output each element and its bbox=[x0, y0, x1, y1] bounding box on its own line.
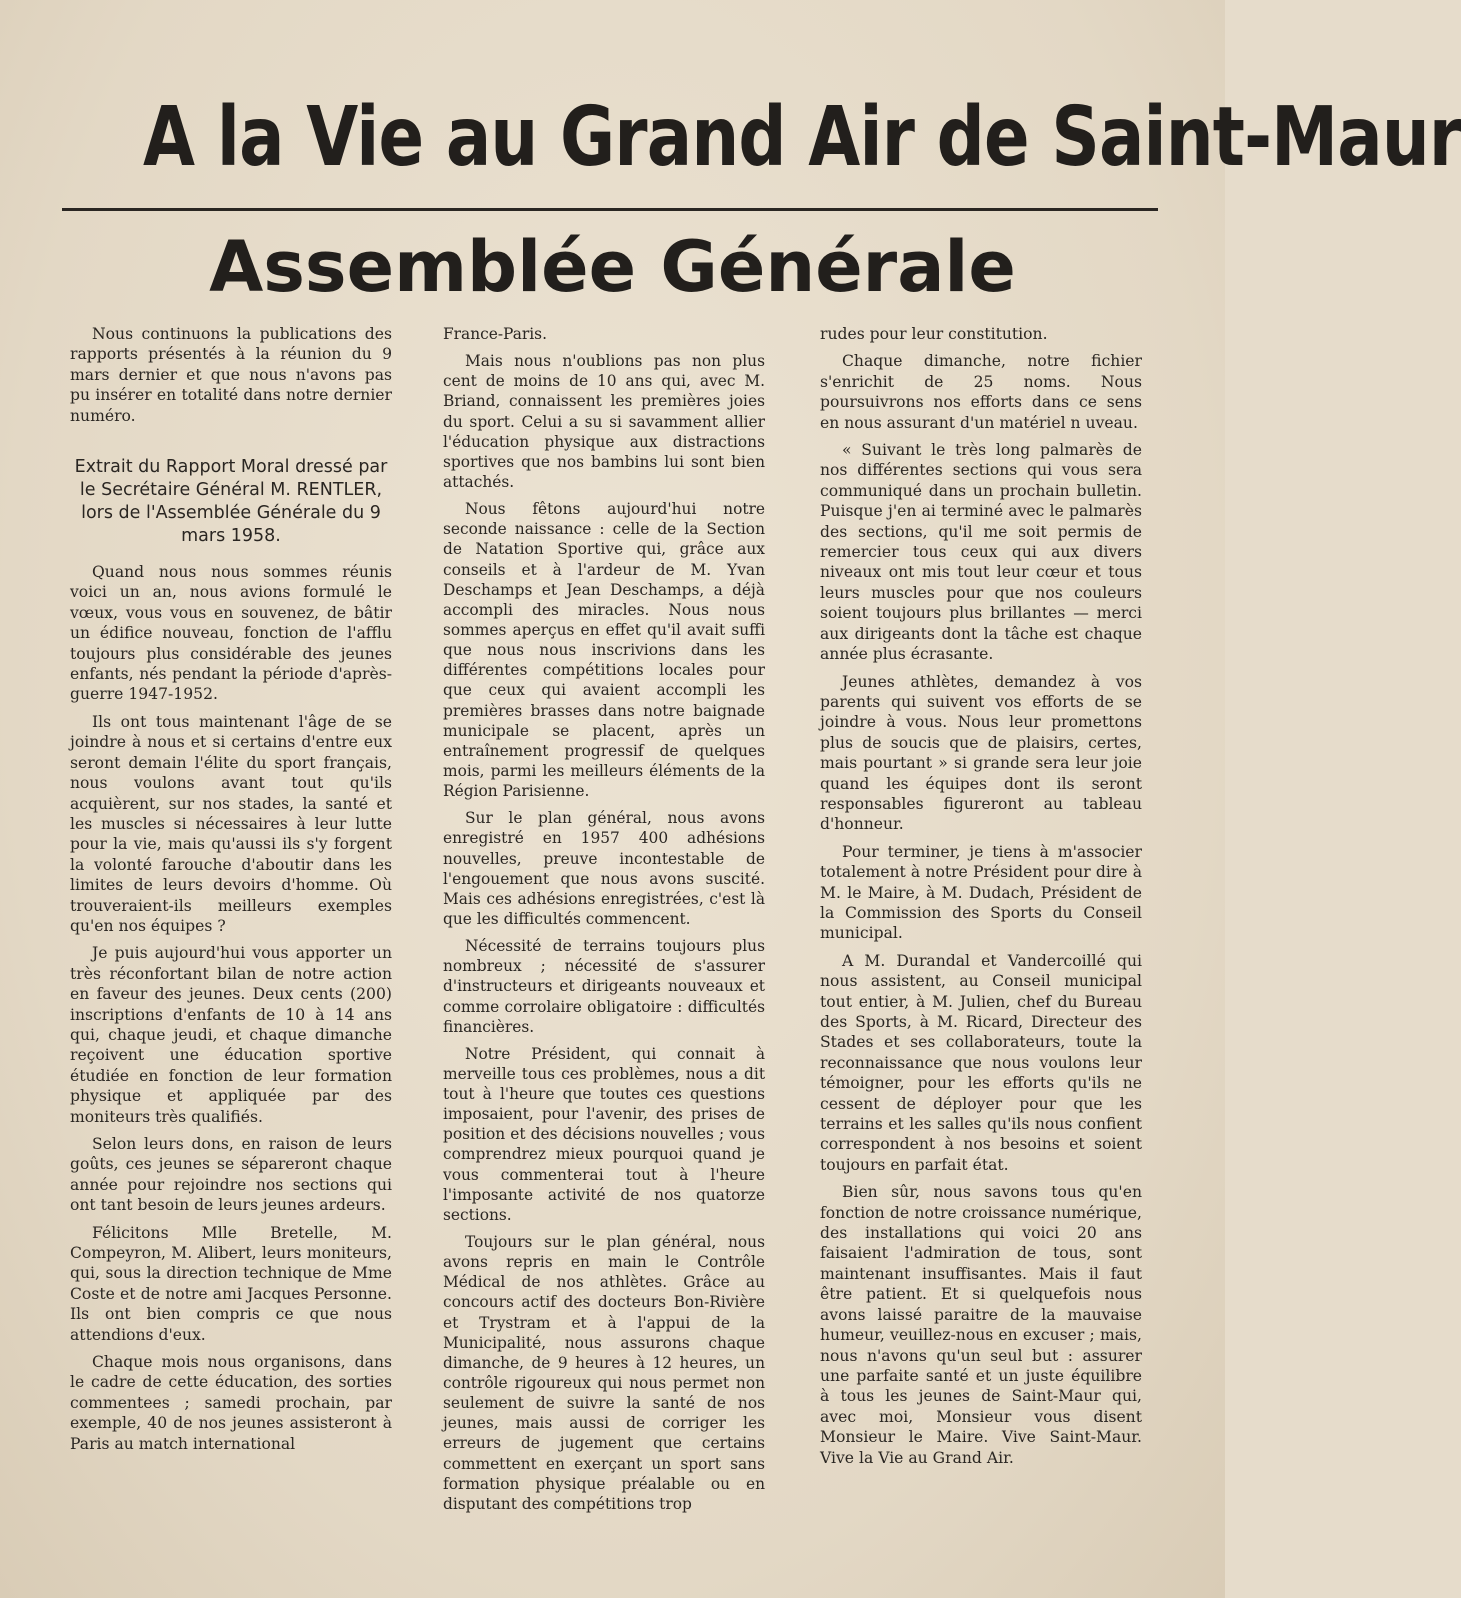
paragraph: Selon leurs dons, en raison de leurs goûts, ces jeunes se sépareront chaque année pour rejoindre nos sections qui ont tant besoin de leurs jeunes ardeurs. bbox=[70, 1135, 392, 1215]
paragraph: Pour terminer, je tiens à m'associer totalement à notre Président pour dire à M. le Maire, à M. Dudach, Président de la Commission des Sports du Conseil municipal. bbox=[820, 842, 1142, 943]
paragraph: Nous fêtons aujourd'hui notre seconde naissance : celle de la Section de Natation Sportive qui, grâce aux conseils et à l'ardeur de M. Yvan Deschamps et Jean Deschamps, a déjà accompli des miracles. Nous nous sommes aperçus en effet qu'il avait suffi que nous nous inscrivions dans les différentes compétitions locales pour que ceux qui avaient accompli les premières brasses dans notre baignade municipale se placent, après un entraînement progressif de quelques mois, parmi les meilleurs éléments de la Région Parisienne. bbox=[443, 500, 765, 801]
paragraph: Toujours sur le plan général, nous avons repris en main le Contrôle Médical de nos athlètes. Grâce au concours actif des docteurs Bon-Rivière et Trystram et à l'appui de la Municipalité, nous assurons chaque dimanche, de 9 heures à 12 heures, un contrôle rigoureux qui nous permet non seulement de suivre la santé de nos jeunes, mais aussi de corriger les erreurs de jugement que certains commettent en exerçant un sport sans formation physique préalable ou en disputant des compétitions trop bbox=[443, 1233, 765, 1513]
paragraph: Jeunes athlètes, demandez à vos parents qui suivent vos efforts de se joindre à vous. Nous leur promettons plus de soucis que de plaisirs, certes, mais pourtant » si grande sera leur joie quand les équipes dont ils seront responsables figureront au tableau d'honneur. bbox=[820, 672, 1142, 834]
paragraph: Je puis aujourd'hui vous apporter un très réconfortant bilan de notre action en faveur des jeunes. Deux cents (200) inscriptions d'enfants de 10 à 14 ans qui, chaque jeudi, et chaque dimanche reçoivent une éducation sportive étudiée en fonction de leur formation physique et appliquée par des moniteurs très qualifiés. bbox=[70, 944, 392, 1126]
paragraph: Ils ont tous maintenant l'âge de se joindre à nous et si certains d'entre eux seront demain l'élite du sport français, nous voulons avant tout qu'ils acquièrent, sur nos stades, la santé et les muscles si nécessaires à leur lutte pour la vie, mais qu'aussi ils s'y forgent la volonté farouche d'aboutir dans les limites de leurs devoirs d'homme. Où trouveraient-ils meilleurs exemples qu'en nos équipes ? bbox=[70, 712, 392, 935]
paragraph: Notre Président, qui connait à merveille tous ces problèmes, nous a dit tout à l'heure que toutes ces questions imposaient, pour l'avenir, des prises de position et des décisions nouvelles ; vous comprendrez mieux pourquoi quand je vous commenterai tout à l'heure l'imposante activité de nos quatorze sections. bbox=[443, 1044, 765, 1224]
paragraph: Sur le plan général, nous avons enregistré en 1957 400 adhésions nouvelles, preuve incontestable de l'engouement que nous avons suscité. Mais ces adhésions enregistrées, c'est là que les difficultés commencent. bbox=[443, 809, 765, 928]
paragraph: « Suivant le très long palmarès de nos différentes sections qui vous sera communiqué dans un prochain bulletin. Puisque j'en ai terminé avec le palmarès des sections, qu'il me soit permis de remercier tous ceux qui aux divers niveaux ont mis tout leur cœur et tous leurs muscles pour que nos couleurs soient toujours plus brillantes — merci aux dirigeants dont la tâche est chaque année plus écrasante. bbox=[820, 441, 1142, 664]
column-1 bbox=[70, 324, 392, 1461]
paragraph: Nécessité de terrains toujours plus nombreux ; nécessité de s'assurer d'instructeurs et dirigeants nouveaux et comme corrolaire obligatoire : difficultés financières. bbox=[443, 937, 765, 1036]
paragraph: Chaque mois nous organisons, dans le cadre de cette éducation, des sorties commentees ; samedi prochain, par exemple, 40 de nos jeunes assisteront à Paris au match international bbox=[70, 1353, 392, 1453]
paragraph: Mais nous n'oublions pas non plus cent de moins de 10 ans qui, avec M. Briand, connaissent les premières joies du sport. Celui a su si savamment allier l'éducation physique aux distractions sportives que nos bambins lui sont bien attachés. bbox=[443, 352, 765, 491]
paragraph-continuation: rudes pour leur constitution. bbox=[820, 325, 1048, 343]
paragraph: Bien sûr, nous savons tous qu'en fonction de notre croissance numérique, des installations qui voici 20 ans faisaient l'admiration de tous, sont maintenant insuffisantes. Mais il faut être patient. Et si quelquefois nous avons laissé paraitre de la mauvaise humeur, veuillez-nous en excuser ; mais, nous n'avons qu'un seul but : assurer une parfaite santé et un juste équilibre à tous les jeunes de Saint-Maur qui, avec moi, Monsieur vous disent Monsieur le Maire. Vive Saint-Maur. Vive la Vie au Grand Air. bbox=[820, 1183, 1142, 1467]
extract-title: Extrait du Rapport Moral dressé par le Secrétaire Général M. RENTLER, lors de l'Assemblée Générale du 9 mars 1958. bbox=[74, 457, 388, 547]
headline-rule bbox=[62, 208, 1158, 211]
paragraph: A M. Durandal et Vandercoillé qui nous assistent, au Conseil municipal tout entier, à M. Julien, chef du Bureau des Sports, à M. Ricard, Directeur des Stades et ses collaborateurs, toute la reconnaissance que nous voulons leur témoigner, pour les efforts qu'ils ne cessent de déployer pour que les terrains et les salles qu'ils nous confient correspondent à nos besoins et soient toujours en parfait état. bbox=[820, 951, 1142, 1174]
column-3 bbox=[820, 324, 1142, 1475]
subheadline: Assemblée Générale bbox=[209, 226, 1016, 308]
paragraph: Quand nous nous sommes réunis voici un an, nous avions formulé le vœux, vous vous en souvenez, de bâtir un édifice nouveau, fonction de l'afflu toujours plus considérable des jeunes enfants, nés pendant la période d'après-guerre 1947-1952. bbox=[70, 563, 392, 704]
column-2 bbox=[443, 324, 765, 1521]
headline: A la Vie au Grand Air de Saint-Maur bbox=[143, 90, 1461, 185]
paragraph: Félicitons Mlle Bretelle, M. Compeyron, M. Alibert, leurs moniteurs, qui, sous la direction technique de Mme Coste et de notre ami Jacques Personne. Ils ont bien compris ce que nous attendions d'eux. bbox=[70, 1223, 392, 1344]
paragraph-continuation: France-Paris. bbox=[443, 325, 547, 343]
paragraph: Chaque dimanche, notre fichier s'enrichit de 25 noms. Nous poursuivrons nos efforts dans ce sens en nous assurant d'un matériel n uveau. bbox=[820, 352, 1142, 432]
intro-paragraph: Nous continuons la publications des rapports présentés à la réunion du 9 mars dernier et que nous n'avons pas pu insérer en totalité dans notre dernier numéro. bbox=[70, 325, 392, 425]
